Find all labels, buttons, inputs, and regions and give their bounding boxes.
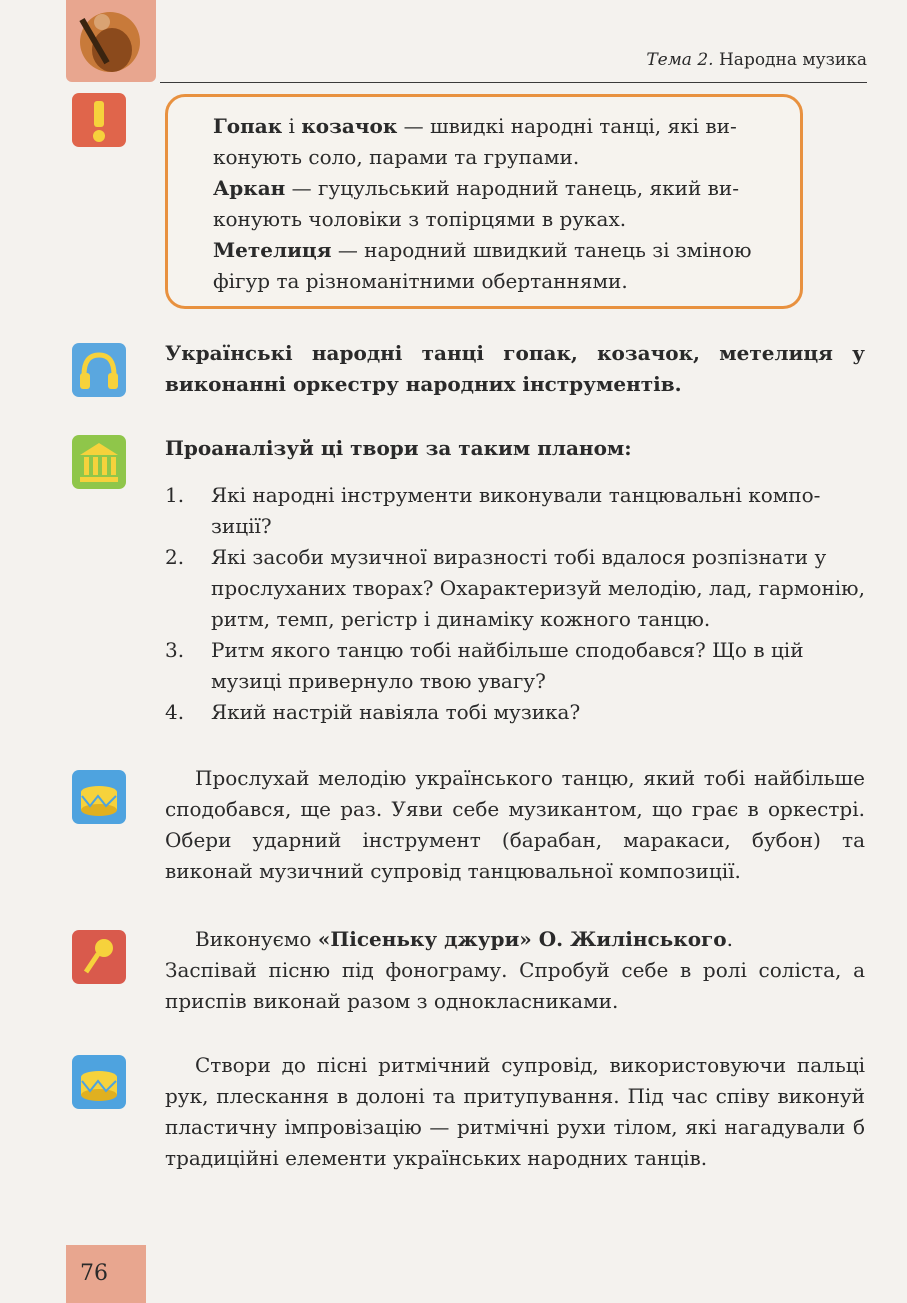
- item-text: Який настрій навіяла тобі музика?: [211, 700, 581, 724]
- item-number: 3.: [165, 638, 185, 662]
- rhythm-task-text: Створи до пісні ритмічний супровід, використовуючи пальці рук, плескання в долоні та притупування. Під час співу виконуй пластичну імпровізацію — ритмічні рухи тілом, які нагадували б традиційні елементи українських народних танців.: [165, 1053, 865, 1170]
- microphone-icon: [72, 930, 126, 984]
- sing-task: [165, 924, 865, 1017]
- definition-metelytsia: [213, 235, 782, 297]
- listen-section: [165, 338, 865, 400]
- definitions-box: [165, 94, 803, 309]
- sing-task-heading: [165, 924, 865, 955]
- topic-title: Народна музика: [718, 50, 867, 70]
- item-text: Які засоби музичної виразності тобі вдалося розпізнати у прослуханих творах? Охарактеризуй мелодію, лад, гармонію, ритм, темп, регістр і динаміку кожного танцю.: [211, 545, 865, 631]
- list-item: [165, 697, 865, 728]
- definition-arkan: [213, 173, 782, 235]
- analysis-plan-list: [165, 480, 865, 728]
- musician-icon: [70, 2, 150, 80]
- topic-label: Тема 2.: [646, 50, 714, 70]
- list-item: [165, 480, 865, 542]
- definition-text: — швидкі народні танці, які виконують соло, парами та групами.: [213, 114, 737, 169]
- listen-text: Українські народні танці гопак, козачок, метелиця у виконанні оркестру народних інструментів.: [165, 341, 865, 396]
- exclamation-icon: [72, 93, 126, 147]
- page-number: 76: [66, 1245, 146, 1303]
- sing-suffix: .: [726, 927, 733, 951]
- list-item: [165, 542, 865, 635]
- item-text: Ритм якого танцю тобі найбільше сподобався? Що в цій музиці привернуло твою увагу?: [211, 638, 804, 693]
- item-number: 1.: [165, 483, 185, 507]
- item-text: Які народні інструменти виконували танцювальні композиції?: [211, 483, 821, 538]
- item-number: 2.: [165, 545, 185, 569]
- drum-icon: [72, 770, 126, 824]
- term-connector: і: [282, 114, 302, 138]
- bandura-logo: [66, 0, 156, 82]
- museum-icon: [72, 435, 126, 489]
- term-hopak: Гопак: [213, 114, 283, 138]
- page-header: [160, 48, 867, 83]
- sing-task-text: Заспівай пісню під фонограму. Спробуй себе в ролі соліста, а приспів виконай разом з однокласниками.: [165, 958, 865, 1013]
- drum-icon: [72, 1055, 126, 1109]
- definition-text: — народний швидкий танець зі зміною фігур та різноманітними обертаннями.: [213, 238, 752, 293]
- sing-prefix: Виконуємо: [195, 927, 318, 951]
- drum-task-text: Прослухай мелодію українського танцю, який тобі найбільше сподобався, ще раз. Уяви себе музикантом, що грає в оркестрі. Обери ударний інструмент (барабан, маракаси, бубон) та виконай музичний супровід танцювальної композиції.: [165, 766, 865, 883]
- analyze-title-block: [165, 433, 865, 464]
- list-item: [165, 635, 865, 697]
- headphones-icon: [72, 343, 126, 397]
- term-kozachok: козачок: [301, 114, 398, 138]
- definition-text: — гуцульський народний танець, який виконують чоловіки з топірцями в руках.: [213, 176, 739, 231]
- term-metelytsia: Метелиця: [213, 238, 332, 262]
- term-arkan: Аркан: [213, 176, 286, 200]
- drum-task: [165, 763, 865, 887]
- item-number: 4.: [165, 700, 185, 724]
- definition-hopak: [213, 111, 782, 173]
- song-title: «Пісеньку джури» О. Жилінського: [317, 927, 727, 951]
- rhythm-task: [165, 1050, 865, 1174]
- analyze-title: Проаналізуй ці твори за таким планом:: [165, 436, 632, 460]
